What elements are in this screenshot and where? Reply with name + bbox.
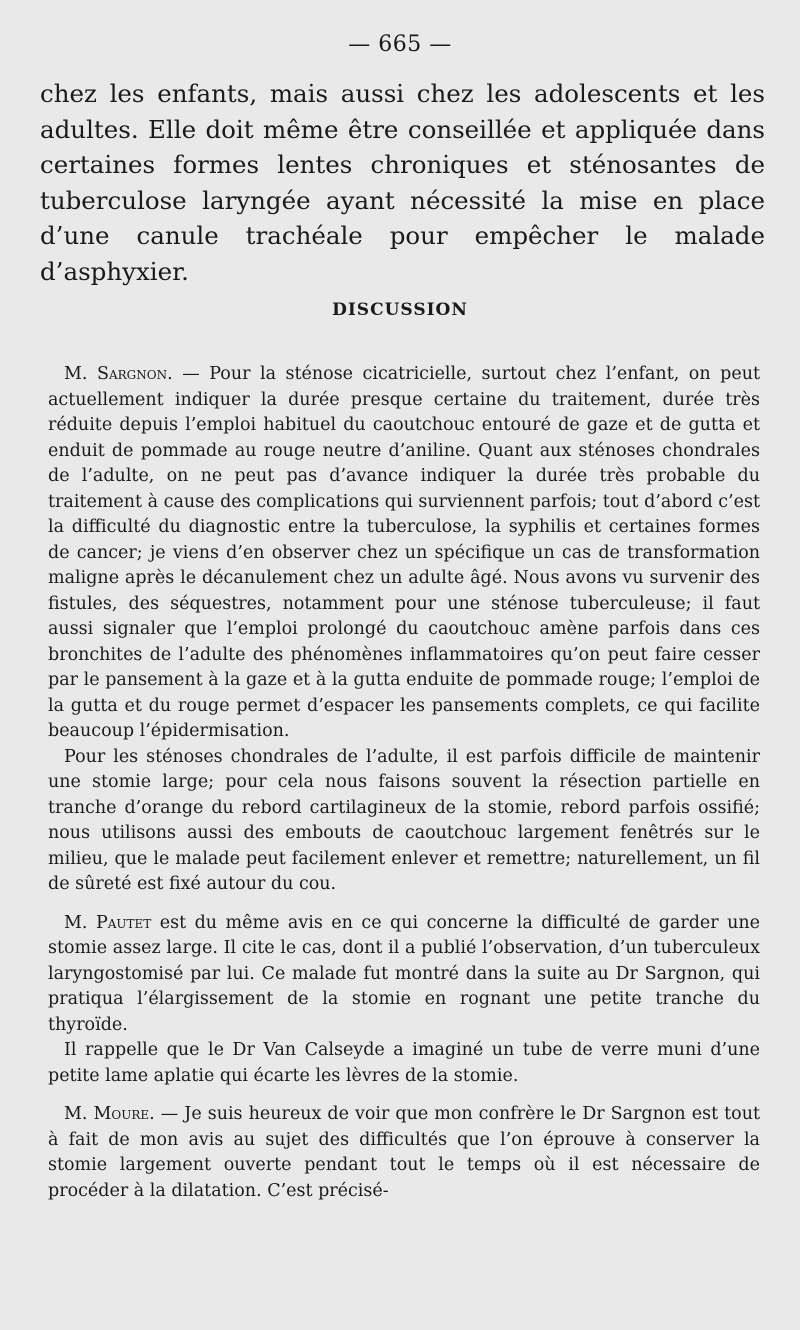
paragraph-sargnon	[48, 362, 760, 745]
paragraph-pautet-continued	[48, 1038, 760, 1089]
paragraph-text: — Pour la sténose cicatricielle, surtout chez l’enfant, on peut actuellement indiquer la durée presque certaine du traitement, durée très réduite depuis l’emploi habituel du caoutchouc entouré de gaze et de gutta et enduit de pommade au rouge neutre d’aniline. Quant aux sténoses chondrales de l’adulte, on ne peut pas d’avance indiquer la durée très probable du traitement à cause des complications qui surviennent parfois; tout d’abord c’est la difficulté du diagnostic entre la tuberculose, la syphilis et certaines formes de cancer; je viens d’en observer chez un spécifique un cas de transformation maligne après le décanulement chez un adulte âgé. Nous avons vu survenir des fistules, des séquestres, notamment pour une sténose tuberculeuse; il faut aussi signaler que l’emploi prolongé du caoutchouc amène parfois dans ces bronchites de l’adulte des phénomènes inflammatoires qu’on peut faire cesser par le pansement à la gaze et à la gutta enduite de pommade rouge; l’emploi de la gutta et du rouge permet d’espacer les pansements complets, ce qui facilite beaucoup l’épidermisation.	[48, 364, 760, 741]
section-heading: DISCUSSION	[332, 300, 468, 320]
paragraph-sargnon-continued	[48, 745, 760, 898]
intro-paragraph: chez les enfants, mais aussi chez les adolescents et les adultes. Elle doit même être conseillée et appliquée dans certaines formes lentes chroniques et sténosantes de tuberculose laryngée ayant nécessité la mise en place d’une canule trachéale pour empêcher le malade d’asphyxier.	[40, 79, 765, 286]
paragraph-pautet	[48, 911, 760, 1039]
paragraph-text: — Je suis heureux de voir que mon confrère le Dr Sargnon est tout à fait de mon avis au sujet des difficultés que l’on éprouve à conserver la stomie largement ouverte pendant tout le temps où il est nécessaire de procéder à la dilatation. C’est précisé-	[48, 1104, 760, 1201]
page-number: — 665 —	[348, 32, 452, 57]
paragraph-moure	[48, 1102, 760, 1204]
paragraph-text: est du même avis en ce qui concerne la difficulté de garder une stomie assez large. Il cite le cas, dont il a publié l’observation, d’un tuberculeux laryngostomisé par lui. Ce malade fut montré dans la suite au Dr Sargnon, qui pratiqua l’élargissement de la stomie en rognant une petite tranche du thyroïde.	[48, 912, 760, 1035]
paragraph-text: Il rappelle que le Dr Van Calseyde a imaginé un tube de verre muni d’une petite lame aplatie qui écarte les lèvres de la stomie.	[48, 1040, 760, 1086]
speaker-name: M. Pautet	[64, 912, 152, 933]
paragraph-text: Pour les sténoses chondrales de l’adulte, il est parfois difficile de maintenir une stomie large; pour cela nous faisons souvent la résection partielle en tranche d’orange du rebord cartilagineux de la stomie, rebord parfois ossifié; nous utilisons aussi des embouts de caoutchouc largement fenêtrés sur le milieu, que le malade peut facilement enlever et remettre; naturellement, un fil de sûreté est fixé autour du cou.	[48, 746, 760, 894]
speaker-name: M. Sargnon.	[64, 364, 173, 384]
discussion-section	[48, 362, 760, 1204]
speaker-name: M. Moure.	[64, 1104, 155, 1124]
